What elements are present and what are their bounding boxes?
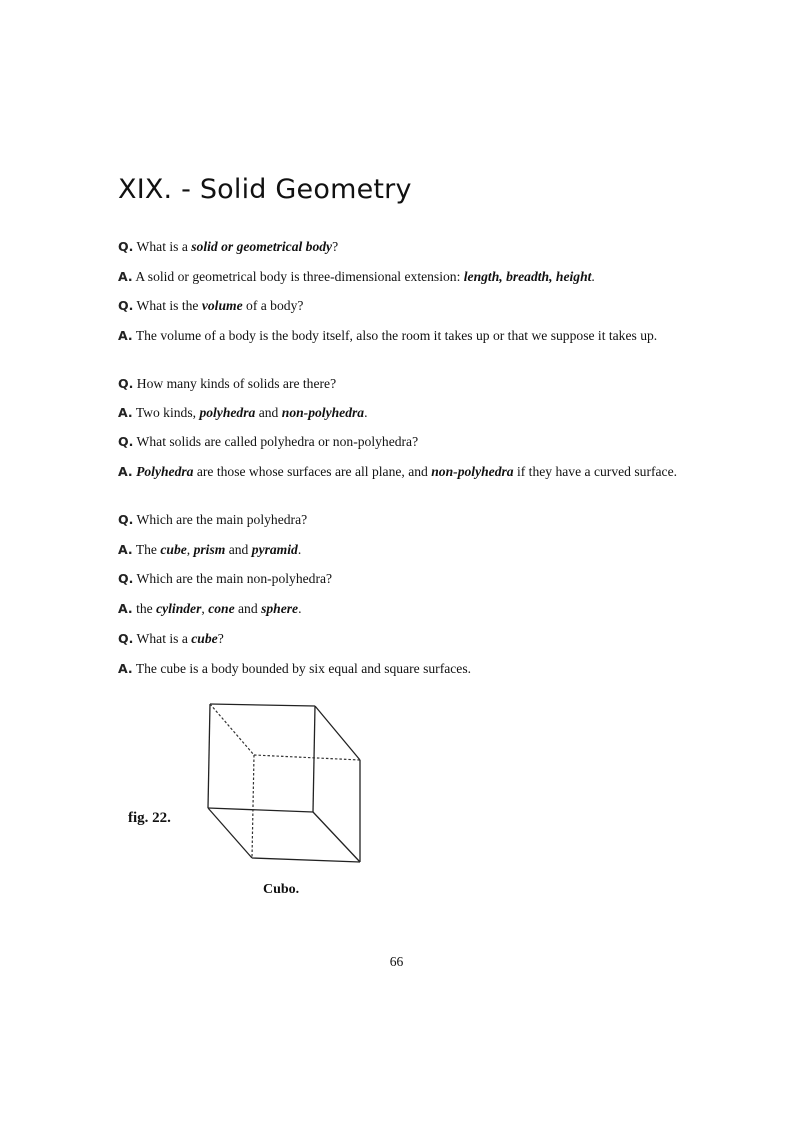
cube-hidden-edge [254, 755, 360, 760]
cube-edge [252, 858, 360, 862]
text-segment: of a body? [242, 298, 304, 313]
emphasized-term: sphere [261, 601, 299, 616]
text-segment: . [298, 601, 302, 616]
section-title: XIX. - Solid Geometry [118, 174, 412, 205]
answer [118, 600, 702, 618]
text-segment: . [591, 269, 595, 284]
text-segment: , [201, 601, 209, 616]
emphasized-term: cube [160, 542, 187, 557]
text-segment: and [255, 405, 282, 420]
qa-label: Q. [118, 376, 134, 391]
question [118, 297, 702, 315]
cube-hidden-edge [210, 704, 254, 755]
qa-label: Q. [118, 239, 134, 254]
text-segment: What is a [136, 239, 192, 254]
qa-label: A. [118, 661, 133, 676]
qa-label: A. [118, 269, 133, 284]
question [118, 570, 702, 588]
text-segment: ? [217, 631, 224, 646]
qa-label: A. [118, 542, 133, 557]
answer [118, 541, 702, 559]
text-segment: Two kinds, [135, 405, 200, 420]
cube-edge [313, 706, 315, 812]
text-segment: ? [332, 239, 339, 254]
emphasized-term: pyramid [251, 542, 298, 557]
qa-label: A. [118, 405, 133, 420]
text-segment: What is a [136, 631, 192, 646]
emphasized-term: non-polyhedra [431, 464, 514, 479]
cube-hidden-edge [252, 755, 254, 858]
figure-label: fig. 22. [128, 810, 171, 826]
emphasized-term: cone [208, 601, 235, 616]
emphasized-term: polyhedra [199, 405, 256, 420]
text-segment: , [186, 542, 194, 557]
answer [118, 327, 702, 345]
text-segment: The cube is a body bounded by six equal and square surfaces. [135, 661, 472, 676]
qa-label: A. [118, 464, 133, 479]
qa-label: Q. [118, 571, 134, 586]
answer [118, 268, 702, 286]
figure-caption: Cubo. [263, 882, 300, 897]
answer [118, 660, 702, 678]
cube-edge [208, 808, 252, 858]
cube-edge [315, 706, 360, 760]
cube-edge [208, 808, 313, 812]
text-segment: . [364, 405, 368, 420]
text-segment: What is the [136, 298, 202, 313]
qa-label: Q. [118, 631, 134, 646]
emphasized-term: prism [193, 542, 226, 557]
text-segment: and [234, 601, 262, 616]
page-number: 66 [389, 954, 404, 969]
text-segment: What solids are called polyhedra or non-polyhedra? [136, 434, 419, 449]
qa-label: Q. [118, 298, 134, 313]
answer [118, 463, 702, 481]
qa-label: A. [118, 601, 133, 616]
emphasized-term: Polyhedra [136, 464, 194, 479]
text-segment: the [136, 601, 157, 616]
emphasized-term: cube [191, 631, 218, 646]
emphasized-term: non-polyhedra [281, 405, 365, 420]
qa-label: Q. [118, 512, 134, 527]
text-segment: The [135, 542, 161, 557]
question [118, 375, 702, 393]
text-segment: The volume of a body is the body itself, also the room it takes up or that we suppose it takes up. [135, 328, 658, 343]
cube-edge [210, 704, 315, 706]
qa-label: A. [118, 328, 133, 343]
emphasized-term: solid or geometrical body [191, 239, 333, 254]
question [118, 433, 702, 451]
text-segment: A solid or geometrical body is three-dimensional extension: [135, 269, 464, 284]
qa-label: Q. [118, 434, 134, 449]
emphasized-term: cylinder [156, 601, 202, 616]
text-segment: Which are the main polyhedra? [136, 512, 308, 527]
text-segment: . [297, 542, 302, 557]
text-segment: and [225, 542, 252, 557]
text-segment: Which are the main non-polyhedra? [136, 571, 333, 586]
cube-edge [313, 812, 360, 862]
emphasized-term: volume [201, 298, 243, 313]
text-segment: if they have a curved surface. [513, 464, 677, 479]
question [118, 238, 702, 256]
text-segment: are those whose surfaces are all plane, and [193, 464, 432, 479]
text-segment: How many kinds of solids are there? [136, 376, 337, 391]
answer [118, 404, 702, 422]
cube-edge [208, 704, 210, 808]
question [118, 630, 702, 648]
emphasized-term: length, breadth, height [463, 269, 592, 284]
question [118, 511, 702, 529]
